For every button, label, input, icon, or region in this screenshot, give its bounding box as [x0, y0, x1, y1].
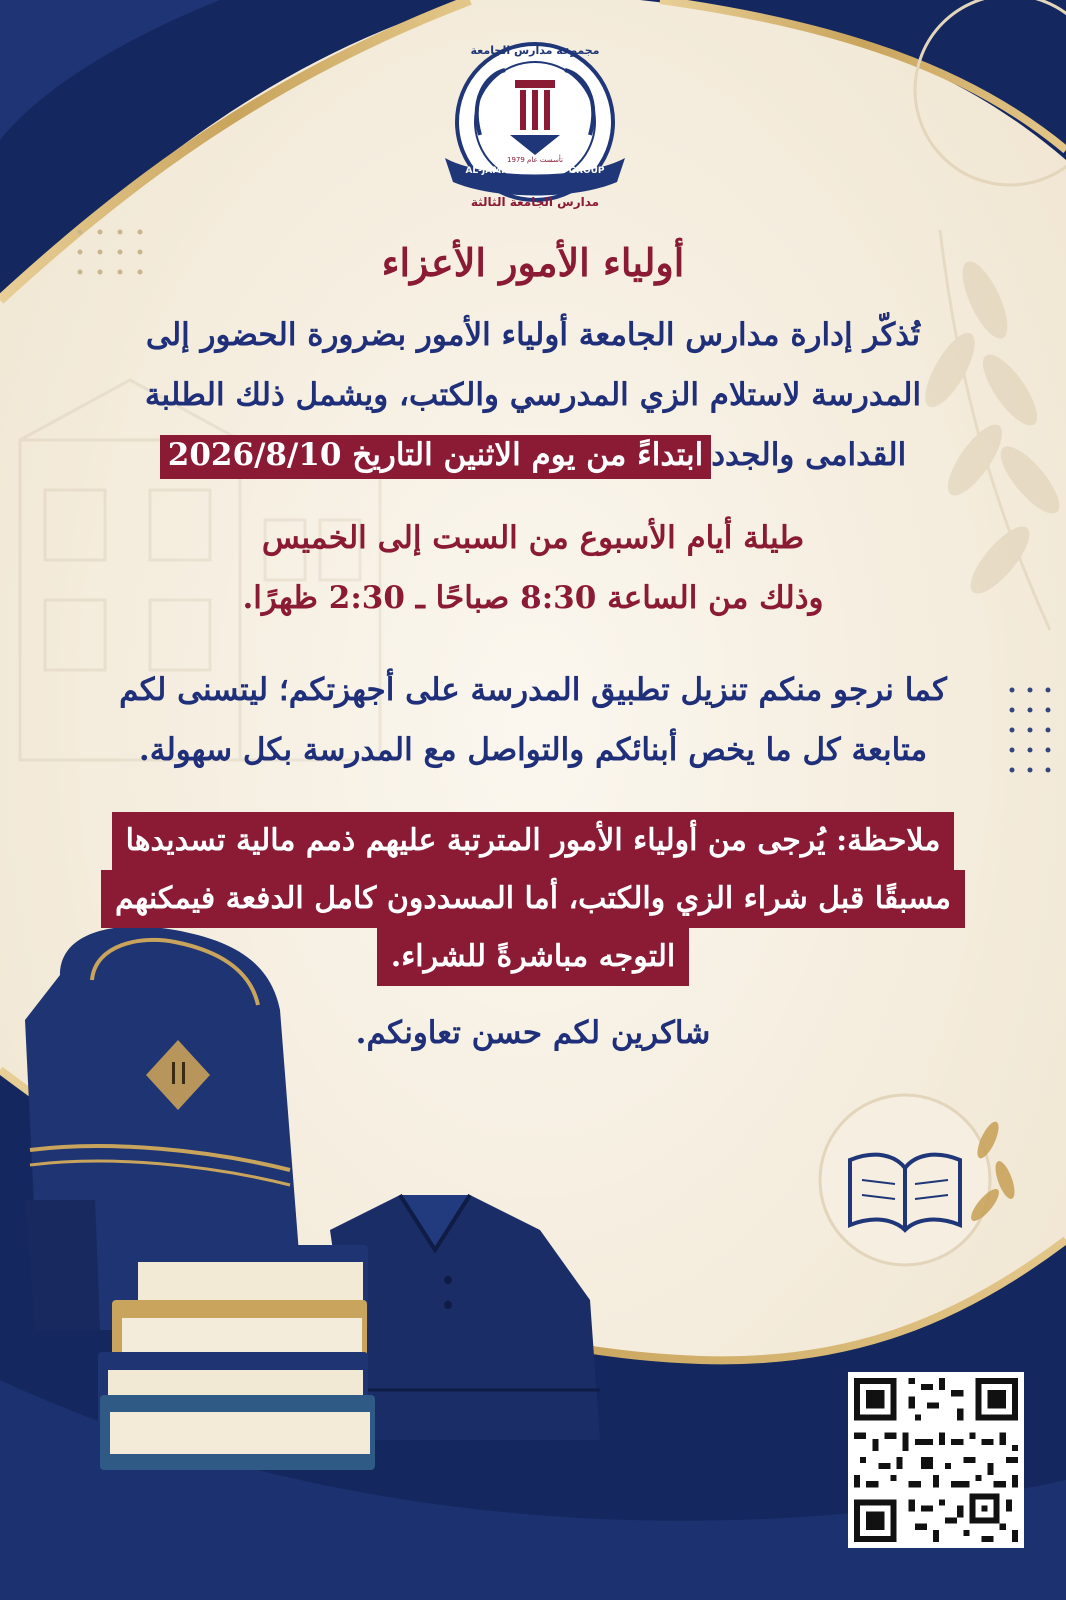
note-line-3: التوجه مباشرةً للشراء. — [377, 928, 690, 986]
qr-code[interactable] — [848, 1372, 1024, 1548]
books-illustration — [98, 1245, 375, 1470]
logo-bottom-text: مدارس الجامعة الثالثة — [470, 195, 600, 209]
note-line-1: ملاحظة: يُرجى من أولياء الأمور المترتبة عليهم ذمم مالية تسديدها — [112, 812, 955, 870]
intro-line-3 — [60, 425, 1006, 485]
app-request-line-1: كما نرجو منكم تنزيل تطبيق المدرسة على أجهزتكم؛ ليتسنى لكم — [119, 672, 947, 708]
intro-line-2: المدرسة لاستلام الزي المدرسي والكتب، ويشمل ذلك الطلبة — [144, 377, 922, 413]
intro-line-1: تُذكّر إدارة مدارس الجامعة أولياء الأمور بضرورة الحضور إلى — [145, 317, 921, 353]
logo-founded: تأسست عام 1979 — [507, 156, 563, 164]
payment-note — [80, 812, 986, 986]
schedule-days: طيلة أيام الأسبوع من السبت إلى الخميس — [261, 520, 805, 556]
note-line-2: مسبقًا قبل شراء الزي والكتب، أما المسددون كامل الدفعة فيمكنهم — [101, 870, 965, 928]
open-book-decor — [820, 1095, 990, 1265]
logo-english-band: AL-JAMI'A SCHOOLS GROUP — [465, 166, 605, 176]
thanks-text: شاكرين لكم حسن تعاونكم. — [355, 1015, 711, 1051]
schedule-block — [60, 508, 1006, 628]
app-request-line-2: متابعة كل ما يخص أبنائكم والتواصل مع المدرسة بكل سهولة. — [138, 732, 928, 768]
schedule-hours — [60, 568, 1006, 628]
intro-paragraph — [60, 305, 1006, 485]
page-heading: أولياء الأمور الأعزاء — [381, 240, 685, 285]
school-logo — [445, 40, 625, 215]
schedule-hours-value: 8:30 صباحًا ـ 2:30 ظهرًا. — [242, 580, 597, 616]
start-date-highlight: ابتداءً من يوم الاثنين التاريخ 2026/8/10 — [160, 435, 711, 479]
app-request-paragraph — [80, 660, 986, 780]
intro-line-3-plain: القدامى والجدد — [711, 437, 907, 473]
logo-top-text: مجموعة مدارس الجامعة — [470, 44, 600, 57]
schedule-hours-prefix: وذلك من الساعة — [607, 580, 824, 616]
